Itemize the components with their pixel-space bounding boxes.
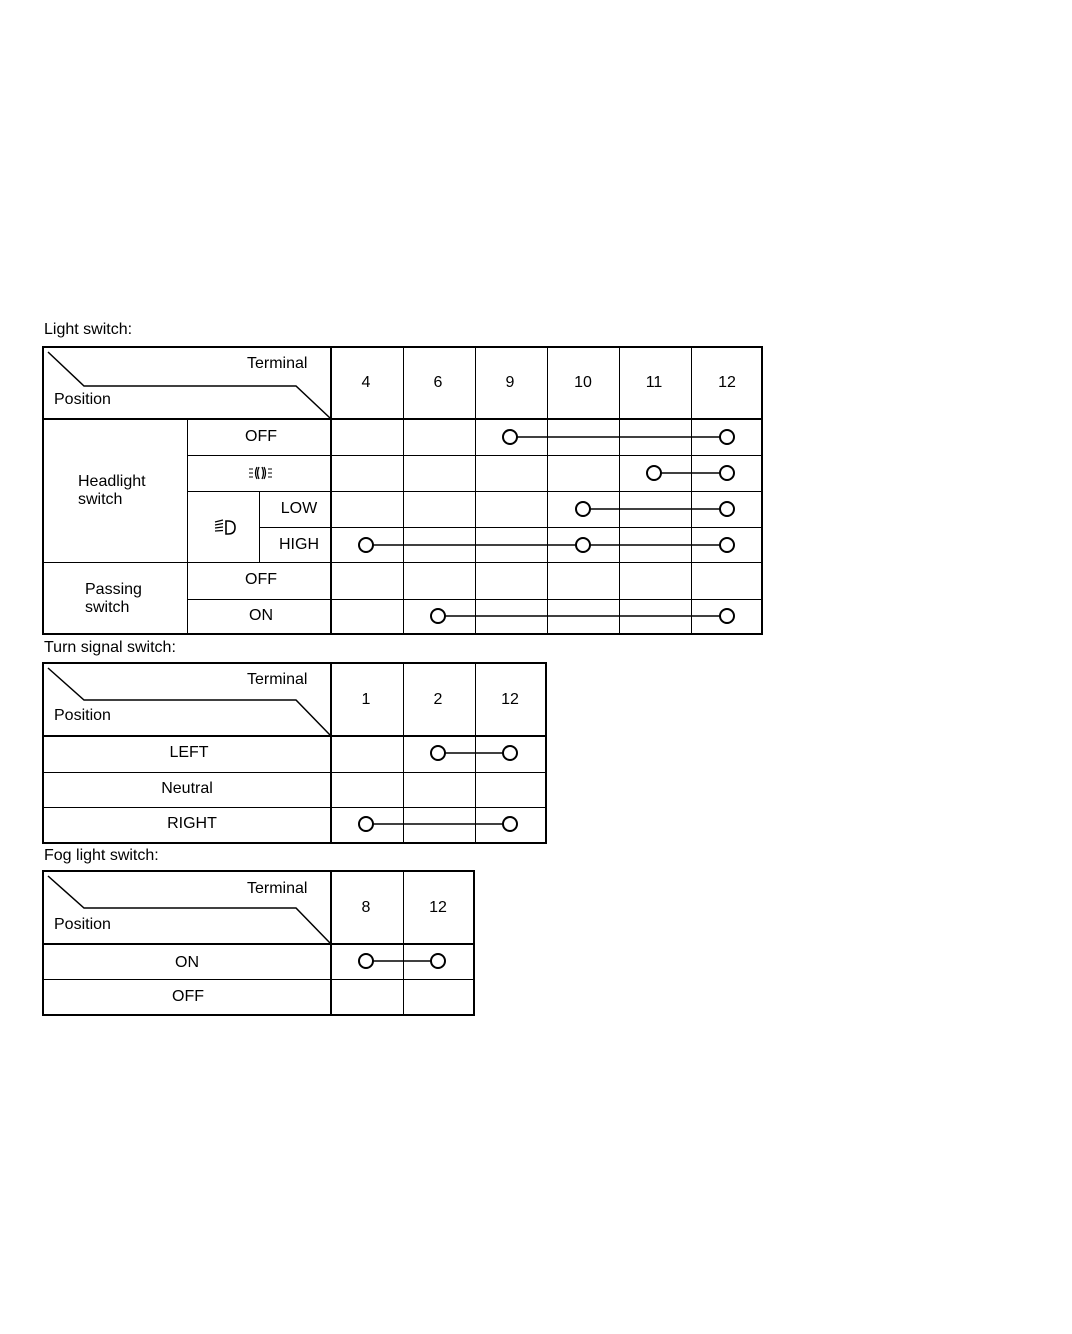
connection-terminal-dot [431,609,445,623]
row-label-left: LEFT [169,744,209,761]
connection-terminal-dot [503,817,517,831]
connection-terminal-dot [576,538,590,552]
turn-signal-switch-table [42,662,547,844]
connection-terminal-dot [720,609,734,623]
terminal-header-label: Terminal [247,880,308,897]
connection-terminal-dot [576,502,590,516]
fog-light-switch-table [42,870,475,1016]
terminal-11: 11 [645,374,663,391]
connection-terminal-dot [359,538,373,552]
row-label-off: OFF [172,988,204,1005]
connection-terminal-dot [720,430,734,444]
row-label-passing-on: ON [249,607,273,624]
position-header-label: Position [54,707,111,724]
row-label-low: LOW [280,500,318,517]
terminal-header-label: Terminal [247,355,308,372]
connection-terminal-dot [431,746,445,760]
passing-label-line2: switch [85,599,130,616]
light-switch-connections [44,348,765,637]
terminal-9: 9 [505,374,515,391]
fog-light-switch-title: Fog light switch: [44,847,159,864]
row-label-high: HIGH [279,536,319,553]
light-switch-table [42,346,763,635]
headlight-label-line2: switch [78,491,123,508]
fog-light-connections [44,872,477,1018]
connection-terminal-dot [720,502,734,516]
passing-label-line1: Passing [85,581,142,598]
terminal-12: 12 [501,691,519,708]
connection-terminal-dot [431,954,445,968]
turn-signal-switch-title: Turn signal switch: [44,639,176,656]
terminal-1: 1 [361,691,371,708]
terminal-4: 4 [361,374,371,391]
terminal-12: 12 [429,899,447,916]
connection-terminal-dot [359,954,373,968]
terminal-2: 2 [433,691,443,708]
position-header-label: Position [54,391,111,408]
connection-terminal-dot [720,538,734,552]
terminal-header-label: Terminal [247,671,308,688]
row-label-on: ON [175,954,199,971]
connection-terminal-dot [647,466,661,480]
row-label-passing-off: OFF [245,571,277,588]
connection-terminal-dot [359,817,373,831]
row-label-off: OFF [245,428,277,445]
row-label-neutral: Neutral [161,780,213,797]
connection-terminal-dot [720,466,734,480]
terminal-8: 8 [361,899,371,916]
terminal-10: 10 [574,374,592,391]
light-switch-title: Light switch: [44,321,133,338]
terminal-12: 12 [718,374,736,391]
connection-terminal-dot [503,430,517,444]
row-label-right: RIGHT [167,815,217,832]
headlight-label-line1: Headlight [78,473,146,490]
turn-signal-connections [44,664,549,846]
terminal-6: 6 [433,374,443,391]
position-header-label: Position [54,916,111,933]
connection-terminal-dot [503,746,517,760]
